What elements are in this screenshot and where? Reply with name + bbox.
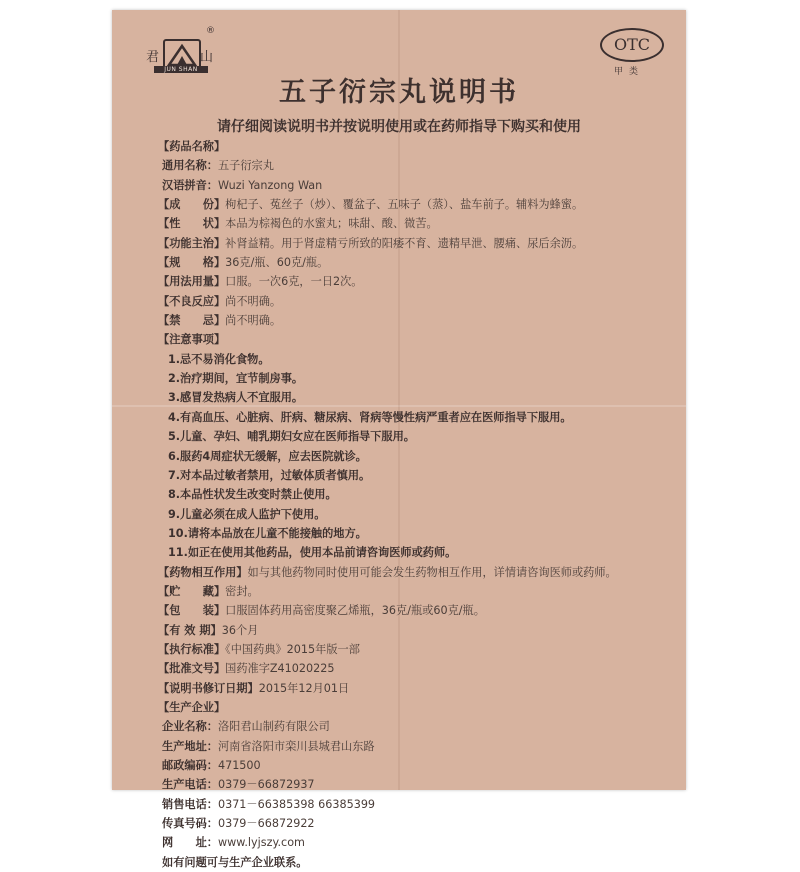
field-label: 【执行标准】: [158, 642, 226, 656]
section-header: [158, 137, 678, 156]
note-item: 6.服药4周症状无缓解，应去医院就诊。: [168, 449, 367, 463]
field-value: 471500: [217, 759, 261, 772]
interaction-row: [158, 563, 678, 582]
instruction-leaflet: [112, 10, 686, 869]
indication-row: [158, 234, 678, 253]
field-label: 【成 份】: [158, 198, 226, 212]
field-label: 【性 状】: [158, 217, 226, 231]
otc-category: 甲类: [614, 67, 645, 77]
field-value: 河南省洛阳市栾川县城君山东路: [217, 739, 375, 753]
validity-row: [158, 621, 678, 640]
field-value: 0379－66872922: [217, 817, 315, 831]
note-item: 2.治疗期间，宜节制房事。: [168, 372, 304, 386]
adverse-row: [158, 292, 678, 311]
note-item: 10.请将本品放在儿童不能接触的地方。: [168, 526, 367, 540]
field-label: 生产地址：: [162, 739, 218, 753]
note-item: 8.本品性状发生改变时禁止使用。: [168, 488, 337, 502]
approval-row: [158, 659, 678, 678]
note-item: 3.感冒发热病人不宜服用。: [168, 391, 304, 405]
usage-row: [158, 272, 678, 291]
tel-row: [158, 775, 678, 794]
field-value: 尚不明确。: [225, 294, 282, 308]
field-label: 汉语拼音：: [162, 178, 218, 192]
field-value: Wuzi Yanzong Wan: [217, 178, 323, 192]
package-row: [158, 601, 678, 620]
field-label: 网 址：: [162, 836, 218, 850]
company-row: [158, 717, 678, 736]
field-label: 生产电话：: [162, 778, 218, 792]
otc-badge: OTC: [600, 28, 664, 62]
field-value: 0371－66385398 66385399: [217, 797, 376, 811]
field-value: 36克/瓶、60克/瓶。: [225, 256, 329, 270]
field-value: 口服固体药用高密度聚乙烯瓶，36克/瓶或60克/瓶。: [225, 604, 485, 618]
field-value: 尚不明确。: [225, 314, 282, 328]
logo-char-right: 山: [200, 50, 214, 65]
field-value: 2015年12月01日: [258, 681, 350, 695]
document-title: 五子衍宗丸说明书: [279, 77, 519, 108]
field-label: 【禁 忌】: [158, 314, 226, 328]
field-label: 【生产企业】: [158, 700, 226, 714]
registered-mark: ®: [206, 26, 215, 36]
field-label: 【说明书修订日期】: [158, 681, 259, 695]
character-row: [158, 214, 678, 233]
field-value: 口服。一次6克，一日2次。: [225, 275, 363, 289]
field-label: 【规 格】: [158, 256, 226, 270]
document-subtitle: 请仔细阅读说明书并按说明使用或在药师指导下购买和使用: [217, 119, 581, 135]
field-label: 企业名称：: [162, 720, 218, 734]
field-label: 【批准文号】: [158, 662, 226, 676]
field-value: 补肾益精。用于肾虚精亏所致的阳痿不育、遗精早泄、腰痛、尿后余沥。: [225, 236, 584, 250]
field-label: 【功能主治】: [158, 236, 226, 250]
note-item: 11.如正在使用其他药品，使用本品前请咨询医师或药师。: [168, 546, 457, 560]
zip-row: [158, 756, 678, 775]
leaflet-body: [158, 137, 678, 872]
ingredients-row: [158, 195, 678, 214]
brand-logo: [146, 26, 220, 76]
notes-header: [158, 330, 678, 349]
drug-name-header: 【药品名称】: [158, 140, 226, 153]
field-value: 《中国药典》2015年版一部: [225, 642, 360, 656]
website-row: [158, 833, 678, 852]
field-value: 0379－66872937: [217, 778, 315, 792]
fax-row: [158, 814, 678, 833]
maker-header: [158, 698, 678, 717]
field-value: 洛阳君山制药有限公司: [217, 720, 330, 734]
field-label: 【有 效 期】: [158, 623, 222, 637]
field-label: 【包 装】: [158, 604, 226, 618]
field-label: 【药物相互作用】: [158, 565, 248, 579]
field-label: 【注意事项】: [158, 333, 226, 347]
note-item: 7.对本品过敏者禁用，过敏体质者慎用。: [168, 468, 371, 482]
note-item: 5.儿童、孕妇、哺乳期妇女应在医师指导下服用。: [168, 430, 415, 444]
standard-row: [158, 640, 678, 659]
field-label: 通用名称：: [162, 159, 218, 173]
contraindication-row: [158, 311, 678, 330]
field-value: 五子衍宗丸: [217, 159, 274, 173]
revision-row: [158, 679, 678, 698]
logo-char-left: 君: [146, 50, 160, 65]
logo-english: JUN SHAN: [154, 66, 208, 73]
common-name-row: [158, 156, 678, 175]
pinyin-row: [158, 176, 678, 195]
contact-footer: 如有问题可与生产企业联系。: [162, 855, 308, 869]
field-value: 本品为棕褐色的水蜜丸；味甜、酸、微苦。: [225, 217, 438, 231]
field-value: 36个月: [221, 623, 259, 637]
field-value: 国药准字Z41020225: [225, 662, 335, 676]
field-label: 邮政编码：: [162, 759, 218, 772]
note-item: 4.有高血压、心脏病、肝病、糖尿病、肾病等慢性病严重者应在医师指导下服用。: [168, 410, 572, 424]
field-value: www.lyjszy.com: [217, 836, 305, 850]
field-label: 【用法用量】: [158, 275, 226, 289]
field-label: 【不良反应】: [158, 294, 226, 308]
field-label: 传真号码：: [162, 817, 218, 831]
field-value: 枸杞子、菟丝子（炒）、覆盆子、五味子（蒸）、盐车前子。辅料为蜂蜜。: [225, 198, 584, 212]
field-label: 【贮 藏】: [158, 584, 226, 598]
field-value: 如与其他药物同时使用可能会发生药物相互作用，详情请咨询医师或药师。: [247, 565, 617, 579]
note-item: 1.忌不易消化食物。: [168, 352, 270, 366]
spec-row: [158, 253, 678, 272]
note-item: 9.儿童必须在成人监护下使用。: [168, 507, 326, 521]
field-value: 密封。: [225, 584, 259, 598]
sales-row: [158, 795, 678, 814]
field-label: 销售电话：: [162, 797, 218, 811]
storage-row: [158, 582, 678, 601]
address-row: [158, 737, 678, 756]
